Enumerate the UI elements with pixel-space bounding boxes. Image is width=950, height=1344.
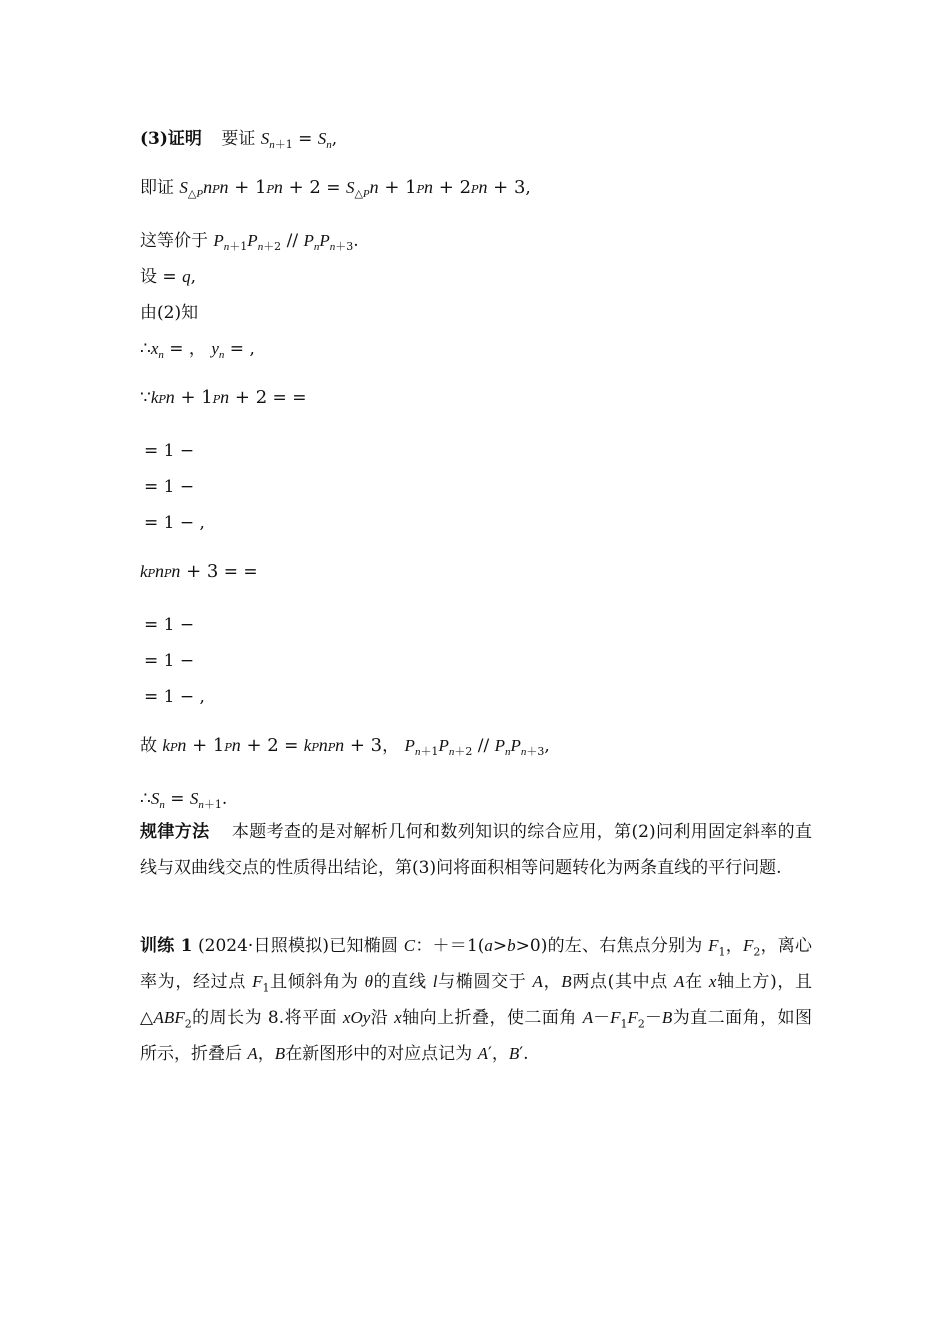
proof-line-1: (3)证明 要证 $S_{n+1} = S_n$,: [140, 129, 338, 152]
training-source: (2024·日照模拟): [198, 936, 330, 956]
proof-line-2: 即证 $S_{\triangle P}nPn + 1Pn + 2 = S_{\triangle P}n + 1Pn + 2Pn + 3$,: [140, 177, 531, 201]
proof-line-13: [144, 650, 194, 672]
method-text: 本题考查的是对解析几何和数列知识的综合应用，第(2)问利用固定斜率的直线与双曲线交点的性质得出结论，第(3)问将面积相等问题转化为两条直线的平行问题.: [140, 822, 812, 878]
one-minus: = 1 −: [144, 477, 195, 497]
proof-line-9: [144, 476, 194, 498]
proof-line-16: $\therefore S_n = S_{n+1}$.: [140, 789, 228, 812]
one-minus: = 1 −: [144, 651, 195, 671]
proof-line-8: [144, 440, 194, 462]
therefore-symbol: ∴: [140, 789, 151, 809]
proof-heading: (3)证明: [140, 129, 202, 149]
proof-text: 故: [140, 736, 157, 756]
proof-text: 要证: [221, 129, 256, 149]
proof-line-10: = 1 − ,: [144, 513, 205, 533]
proof-line-15: 故 kPn + 1Pn + 2 = kPnPn + 3， $P_{n+1}P_{n+2} // P_nP_{n+3}$,: [140, 735, 550, 759]
training-paragraph: 训练 1 (2024·日照模拟)已知椭圆 C：＋＝1(a>b>0)的左、右焦点分别为 $F_1$，$F_2$，离心率为，经过点 $F_1$且倾斜角为 θ的直线 l与椭圆交于 A，B两点(其中点 A在 x轴上方)，且$\triangle ABF_2$的周长为 8.将平面 xOy沿 x轴向上折叠，使二面角 $A-F_1F_2-B$为直二面角，如图所示，折叠后 A，B在新图形中的对应点记为 A′，B′.: [140, 936, 813, 1064]
one-minus: = 1 −: [144, 615, 195, 635]
proof-line-4: 设 = q,: [140, 267, 196, 287]
therefore-symbol: ∴: [140, 339, 151, 359]
one-minus: = 1 −: [144, 513, 195, 533]
proof-line-14: = 1 − ,: [144, 687, 205, 707]
proof-text: 由(2)知: [140, 303, 199, 323]
proof-line-6: $\therefore x_n$ = ， $y_n$ = ,: [140, 339, 255, 362]
proof-text: 这等价于: [140, 231, 208, 251]
proof-text: 即证: [140, 178, 174, 198]
proof-line-3: 这等价于 $P_{n+1}P_{n+2} // P_nP_{n+3}$.: [140, 231, 359, 254]
method-paragraph: [140, 814, 812, 886]
because-symbol: ∵: [140, 388, 151, 408]
one-minus: = 1 −: [144, 687, 195, 707]
proof-text: 设: [140, 267, 157, 287]
method-label: 规律方法: [140, 822, 210, 842]
proof-line-7: ∵kPn + 1Pn + 2 = =: [140, 387, 307, 408]
one-minus: = 1 −: [144, 441, 195, 461]
proof-line-5: [140, 302, 198, 324]
training-label: 训练 1: [140, 936, 193, 956]
proof-line-11: kPnPn + 3 = =: [140, 561, 258, 582]
var-q: q: [182, 267, 191, 286]
proof-line-12: [144, 614, 194, 636]
